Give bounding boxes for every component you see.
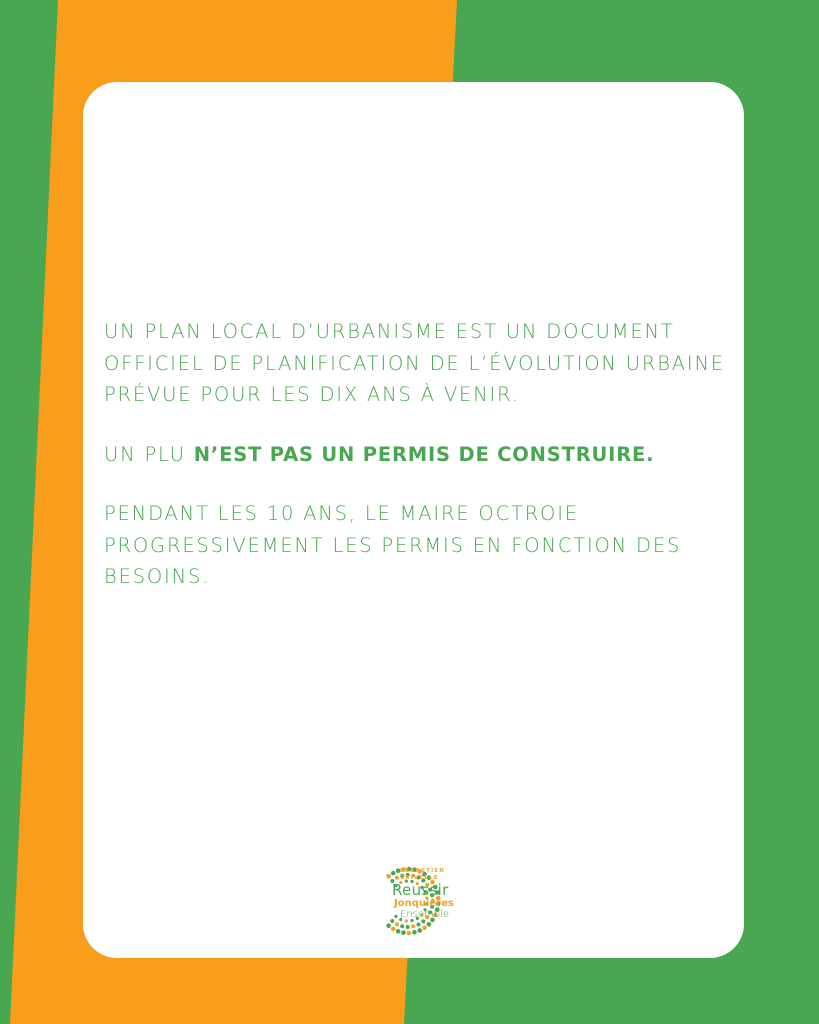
logo-dot [417,928,422,933]
logo-dot [411,924,415,928]
paragraph-mayor-permits: PENDANT LES 10 ANS, LE MAIRE OCTROIE PROGRESSIVEMENT LES PERMIS EN FONCTION DES BESOINS. [104,502,682,588]
text-block [104,316,734,621]
paragraph-plu-not-permit [104,439,734,471]
logo-line-jonquieres: Jonquières [394,898,454,909]
logo-dot [417,923,421,927]
logo-dot [401,930,406,935]
logo-dot [407,931,412,936]
campaign-logo [368,860,458,942]
logo-dot [427,922,432,927]
logo-dot [412,930,417,935]
logo-dot [406,925,410,929]
logo-line-reussir: Reussir [392,881,449,899]
logo-line-firstname: SEBASTIEN [400,868,446,874]
logo-text [392,868,452,920]
content-card [83,82,744,958]
logo-dot [421,919,425,923]
paragraph-plu-prefix: UN PLU [104,442,194,466]
logo-dot [422,926,427,931]
paragraph-plu-emphasis: N’EST PAS UN PERMIS DE CONSTRUIRE. [193,442,655,466]
logo-dot [395,922,399,926]
logo-line-ensemble: Ensemble [400,909,450,920]
logo-dot [386,923,391,928]
logo-line-lastname: CRIVELLE [400,875,439,881]
paragraph-plu-definition: UN PLAN LOCAL D’URBANISME EST UN DOCUMENT OFFICIEL DE PLANIFICATION DE L’ÉVOLUTION URBAINE PRÉVUE POUR LES DIX ANS À VENIR. [104,320,725,406]
logo-dot [400,924,404,928]
logo-dot [391,927,396,932]
logo-dot [386,874,391,879]
logo-dot [396,929,401,934]
